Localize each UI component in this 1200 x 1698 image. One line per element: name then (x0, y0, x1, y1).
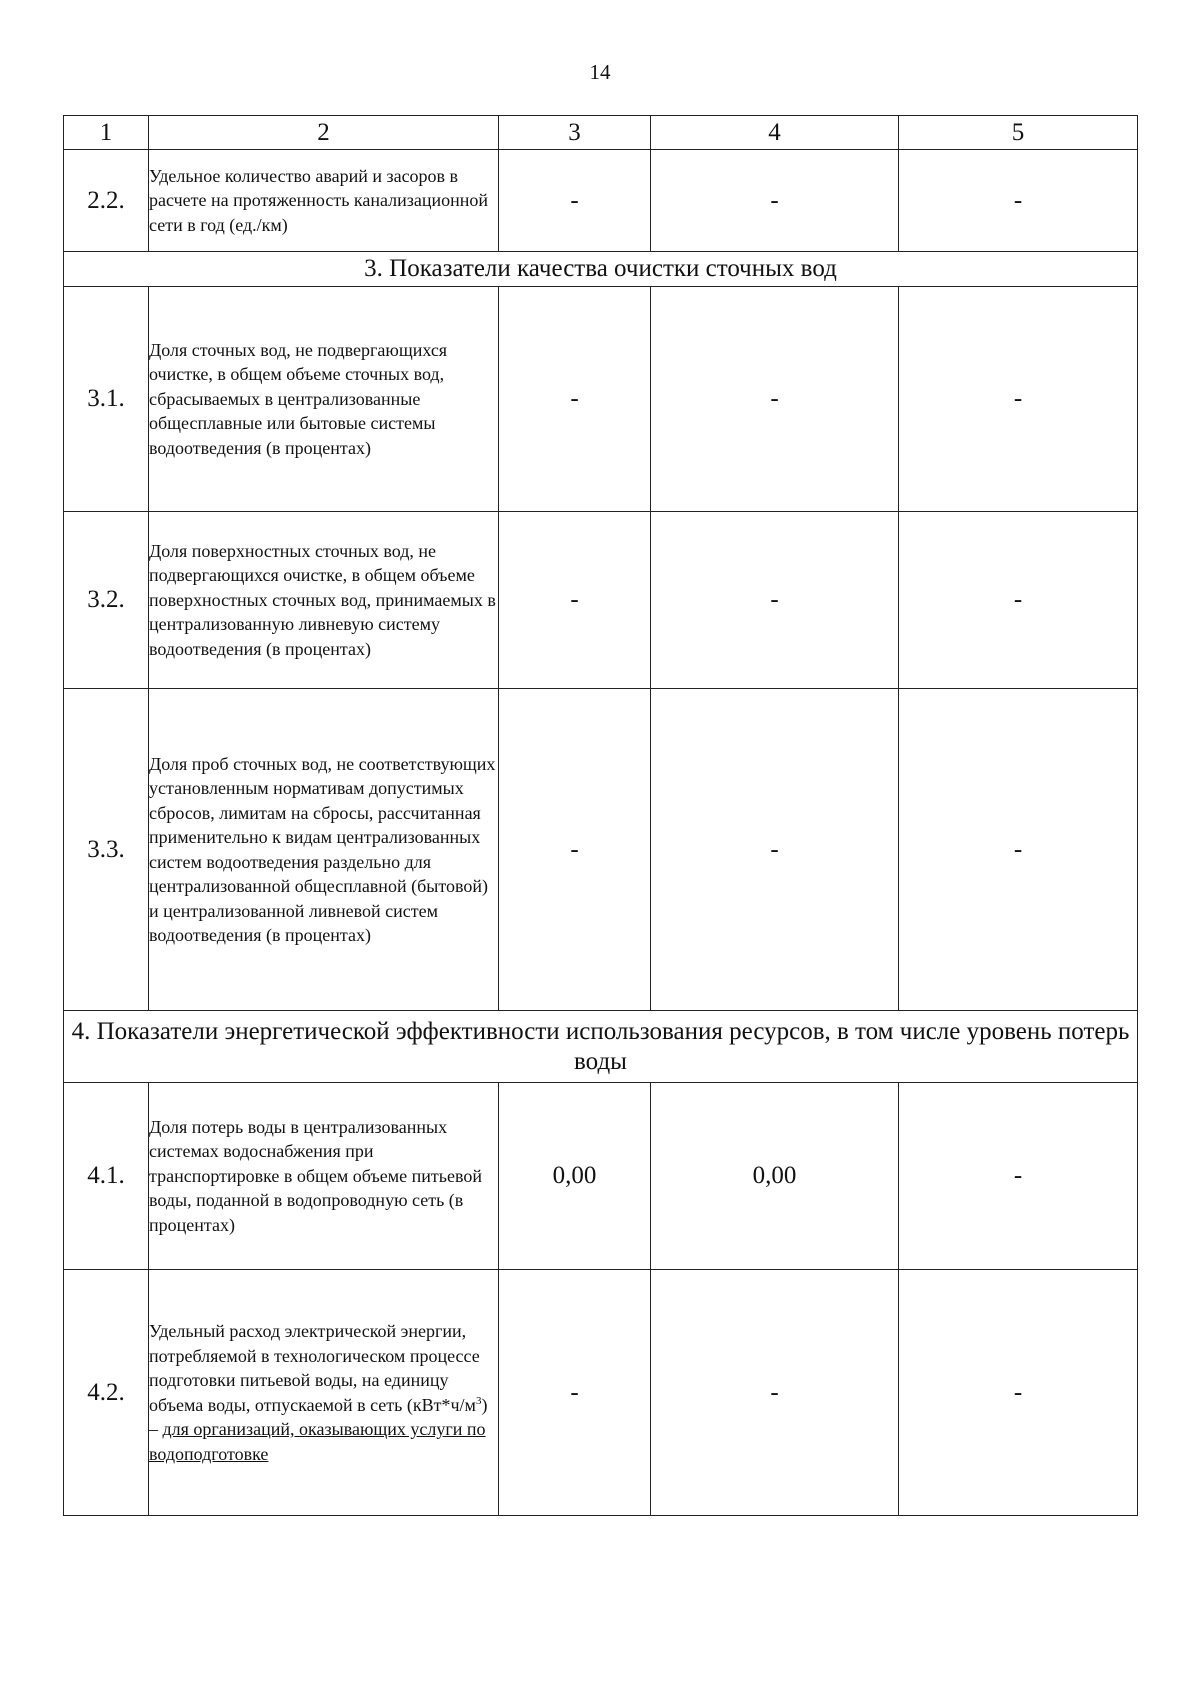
indicator-description: Доля поверхностных сточных вод, не подвергающихся очистке, в общем объеме поверхностных сточных вод, принимаемых в централизованную ливневую систему водоотведения (в процентах) (149, 512, 499, 689)
header-cell-1: 1 (64, 116, 149, 150)
value-col4: - (651, 287, 899, 512)
value-col4: - (651, 150, 899, 252)
section-row (64, 1011, 1138, 1083)
section-title: 3. Показатели качества очистки сточных вод (64, 252, 1138, 287)
value-col4: - (651, 1270, 899, 1516)
indicator-description: Удельное количество аварий и засоров в расчете на протяженность канализационной сети в год (ед./км) (149, 150, 499, 252)
value-col3: 0,00 (499, 1083, 651, 1270)
value-col3: - (499, 689, 651, 1011)
value-col3: - (499, 287, 651, 512)
section-title: 4. Показатели энергетической эффективности использования ресурсов, в том числе уровень потерь воды (64, 1011, 1138, 1083)
value-col3: - (499, 512, 651, 689)
value-col5: - (899, 689, 1138, 1011)
row-number: 4.1. (64, 1083, 149, 1270)
header-cell-4: 4 (651, 116, 899, 150)
table-row (64, 287, 1138, 512)
header-row (64, 116, 1138, 150)
superscript-exponent: 3 (475, 1394, 482, 1407)
page-number: 14 (589, 60, 611, 84)
value-col5: - (899, 150, 1138, 252)
table-row (64, 150, 1138, 252)
indicator-description: Доля проб сточных вод, не соответствующих установленным нормативам допустимых сбросов, лимитам на сбросы, рассчитанная применительно к видам централизованных систем водоотведения раздельно для централизованной общесплавной (бытовой) и централизованной ливневой систем водоотведения (в процентах) (149, 689, 499, 1011)
value-col5: - (899, 287, 1138, 512)
section-row (64, 252, 1138, 287)
value-col3: - (499, 150, 651, 252)
table-row (64, 1083, 1138, 1270)
underlined-note: для организаций, оказывающих услуги по водоподготовке (149, 1419, 486, 1464)
header-cell-3: 3 (499, 116, 651, 150)
value-col5: - (899, 1270, 1138, 1516)
value-col4: - (651, 689, 899, 1011)
row-number: 4.2. (64, 1270, 149, 1516)
table-row (64, 1270, 1138, 1516)
indicator-description: Доля сточных вод, не подвергающихся очистке, в общем объеме сточных вод, сбрасываемых в централизованные общесплавные или бытовые системы водоотведения (в процентах) (149, 287, 499, 512)
row-number: 3.2. (64, 512, 149, 689)
indicator-description: Доля потерь воды в централизованных системах водоснабжения при транспортировке в общем объеме питьевой воды, поданной в водопроводную сеть (в процентах) (149, 1083, 499, 1270)
header-cell-2: 2 (149, 116, 499, 150)
description-text-close: ) – (149, 1394, 488, 1439)
header-cell-5: 5 (899, 116, 1138, 150)
value-col4: - (651, 512, 899, 689)
value-col5: - (899, 1083, 1138, 1270)
value-col3: - (499, 1270, 651, 1516)
indicators-table (63, 115, 1138, 1516)
row-number: 2.2. (64, 150, 149, 252)
table-row (64, 689, 1138, 1011)
description-text: Удельный расход электрической энергии, потребляемой в технологическом процессе подготовки питьевой воды, на единицу объема воды, отпускаемой в сеть (кВт*ч/м (149, 1321, 480, 1415)
row-number: 3.1. (64, 287, 149, 512)
row-number: 3.3. (64, 689, 149, 1011)
value-col5: - (899, 512, 1138, 689)
value-col4: 0,00 (651, 1083, 899, 1270)
table-row (64, 512, 1138, 689)
indicator-description (149, 1270, 499, 1516)
